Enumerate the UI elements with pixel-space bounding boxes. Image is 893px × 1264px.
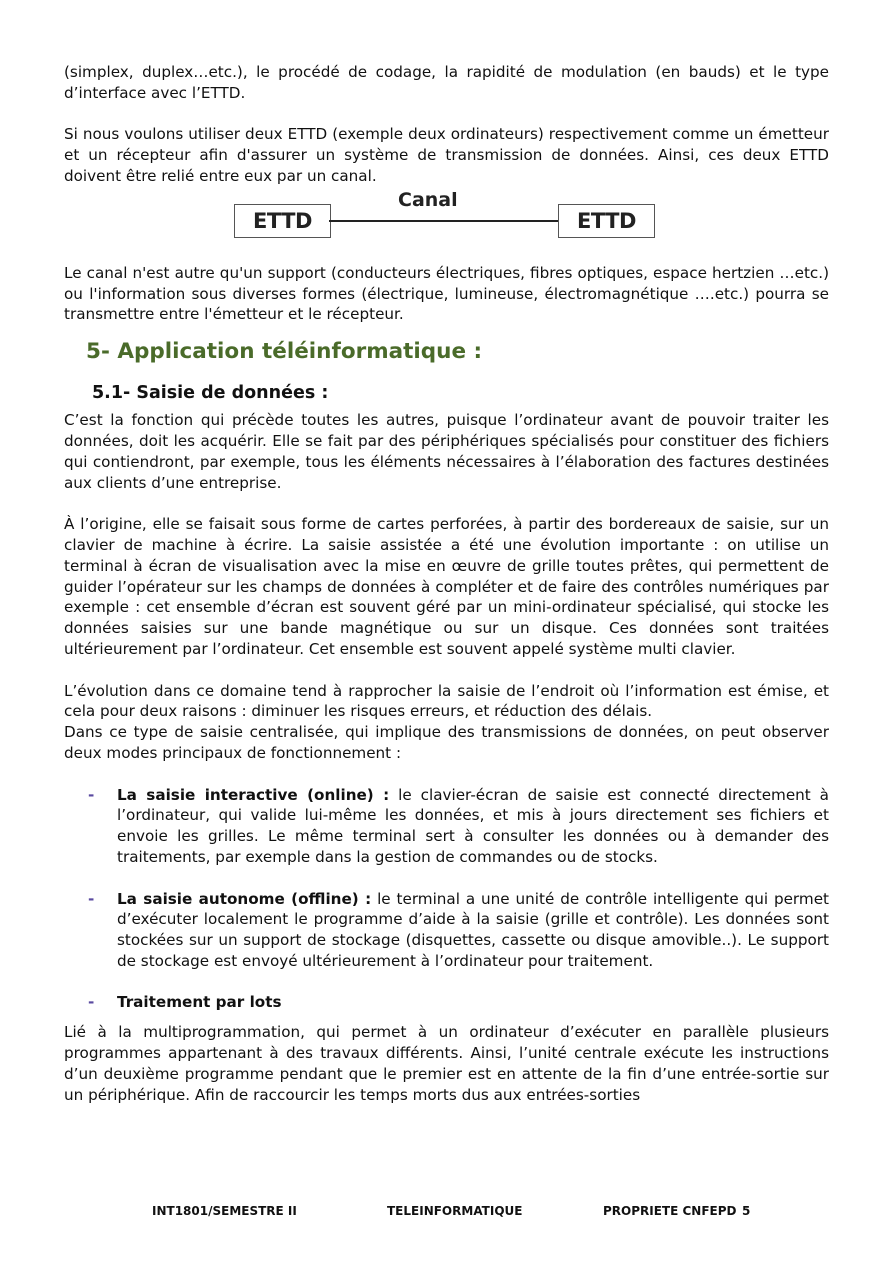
paragraph-intro: (simplex, duplex…etc.), le procédé de codage, la rapidité de modulation (en bauds) et le type d’interface avec l’ETTD.: [64, 63, 829, 102]
list-item-label: Traitement par lots: [117, 993, 282, 1012]
bullet-dash: -: [88, 993, 95, 1012]
ettd-canal-diagram: [64, 189, 829, 257]
list-item: [64, 889, 829, 972]
paragraph-ettd: Si nous voulons utiliser deux ETTD (exemple deux ordinateurs) respectivement comme un émetteur et un récepteur afin d'assurer un système de transmission de données. Ainsi, ces deux ETTD doivent être relié entre eux par un canal.: [64, 125, 829, 185]
section-heading: 5- Application téléinformatique :: [86, 339, 483, 365]
bullet-dash: -: [88, 889, 95, 908]
list-item-label: La saisie interactive (online) :: [117, 785, 390, 804]
mode-list: [64, 785, 829, 1014]
footer-subject: TELEINFORMATIQUE: [387, 1204, 523, 1218]
footer-owner: PROPRIETE CNFEPD: [603, 1204, 737, 1218]
bullet-dash: -: [88, 785, 95, 804]
paragraph-saisie-1: C’est la fonction qui précède toutes les autres, puisque l’ordinateur avant de pouvoir traiter les données, doit les acquérir. Elle se fait par des périphériques spécialisés pour constituer des fichiers qui contiendront, par exemple, tous les éléments nécessaires à l’élaboration des factures destinées aux clients d’une entreprise.: [64, 411, 829, 492]
document-page: [64, 62, 829, 1105]
ettd-box-right: ETTD: [558, 204, 655, 238]
list-item-text: le terminal a une unité de contrôle intelligente qui permet d’exécuter localement le programme d’aide à la saisie (grille et contrôle). Les données sont stockées sur un support de stockage (disquettes, cassette ou disque amovible..). Le support de stockage est envoyé ultérieurement à l’ordinateur pour traitement.: [117, 889, 829, 970]
canal-label: Canal: [398, 188, 458, 211]
footer-course: INT1801/SEMESTRE II: [152, 1204, 297, 1218]
paragraph-saisie-4: Dans ce type de saisie centralisée, qui implique des transmissions de données, on peut observer deux modes principaux de fonctionnement :: [64, 723, 829, 762]
list-item: [64, 785, 829, 868]
paragraph-saisie-2: À l’origine, elle se faisait sous forme de cartes perforées, à partir des bordereaux de saisie, sur un clavier de machine à écrire. La saisie assistée a été une évolution importante : on utilise un terminal à écran de visualisation avec la mise en œuvre de grille toutes prêtes, qui permettent de guider l’opérateur sur les champs de données à compléter et de faire des contrôles numériques par exemple : cet ensemble d’écran est souvent géré par un mini-ordinateur spécialisé, qui stocke les données saisies sur une bande magnétique ou sur un disque. Ces données sont traitées ultérieurement par l’ordinateur. Cet ensemble est souvent appelé système multi clavier.: [64, 515, 829, 658]
subsection-heading: 5.1- Saisie de données :: [92, 383, 329, 404]
page-footer: [0, 1204, 893, 1222]
page-number: 5: [742, 1204, 751, 1218]
list-item-text: le clavier-écran de saisie est connecté directement à l’ordinateur, qui valide lui-même les données, et mis à jours directement ses fichiers et envoie les grilles. Le même terminal sert à consulter les données ou à demander des traitements, par exemple dans la gestion de commandes ou de stocks.: [117, 785, 829, 866]
list-item: [64, 992, 829, 1013]
paragraph-canal: Le canal n'est autre qu'un support (conducteurs électriques, fibres optiques, espace hertzien …etc.) ou l'information sous diverses formes (électrique, lumineuse, électromagnétique ….etc.) pourra se transmettre entre l'émetteur et le récepteur.: [64, 263, 829, 324]
list-item-label: La saisie autonome (offline) :: [117, 889, 372, 908]
paragraph-saisie-3: L’évolution dans ce domaine tend à rapprocher la saisie de l’endroit où l’information est émise, et cela pour deux raisons : diminuer les risques erreurs, et réduction des délais.: [64, 681, 829, 721]
paragraph-lots: Lié à la multiprogrammation, qui permet à un ordinateur d’exécuter en parallèle plusieurs programmes appartenant à des travaux différents. Ainsi, l’unité centrale exécute les instructions d’un deuxième programme pendant que le premier est en attente de la fin d’une entrée-sortie sur un périphérique. Afin de raccourcir les temps morts dus aux entrées-sorties: [64, 1023, 829, 1104]
ettd-box-left: ETTD: [234, 204, 331, 238]
canal-link-line: [329, 220, 558, 222]
